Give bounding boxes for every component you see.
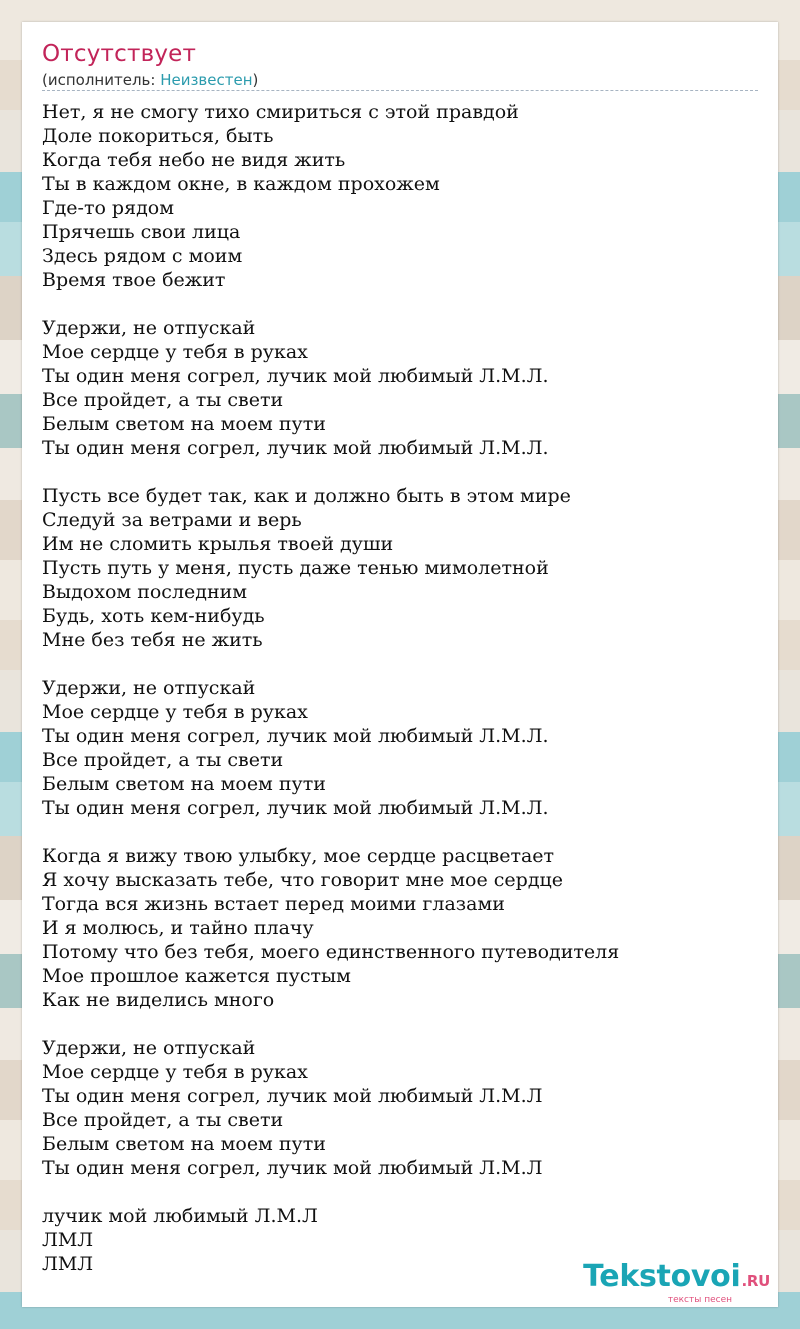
lyrics-line: Будь, хоть кем-нибудь: [42, 605, 265, 627]
lyrics-line: Белым светом на моем пути: [42, 413, 326, 435]
lyrics-text: [42, 100, 762, 1300]
lyrics-line: Мое сердце у тебя в руках: [42, 1061, 308, 1083]
lyrics-line: Пусть все будет так, как и должно быть в этом мире: [42, 485, 571, 507]
lyrics-line: Как не виделись много: [42, 989, 275, 1011]
lyrics-line: Ты один меня согрел, лучик мой любимый Л.М.Л.: [42, 365, 549, 387]
lyrics-stanza: [42, 676, 762, 820]
lyrics-line: Потому что без тебя, моего единственного путеводителя: [42, 941, 620, 963]
lyrics-line: Белым светом на моем пути: [42, 773, 326, 795]
logo-tld: .RU: [741, 1272, 770, 1290]
lyrics-line: Нет, я не смогу тихо смириться с этой правдой: [42, 101, 519, 123]
lyrics-line: Я хочу высказать тебе, что говорит мне мое сердце: [42, 869, 563, 891]
lyrics-line: Мое прошлое кажется пустым: [42, 965, 351, 987]
logo-wordmark: Tekstovoi: [583, 1259, 741, 1294]
lyrics-line: Ты в каждом окне, в каждом прохожем: [42, 173, 440, 195]
lyrics-line: Все пройдет, а ты свети: [42, 1109, 284, 1131]
artist-prefix: (исполнитель:: [42, 71, 161, 89]
logo-tagline: тексты песен: [667, 1295, 732, 1305]
song-title: Отсутствует: [42, 41, 197, 67]
site-logo[interactable]: [583, 1259, 770, 1305]
lyrics-line: Тогда вся жизнь встает перед моими глазами: [42, 893, 505, 915]
artist-link[interactable]: Неизвестен: [160, 71, 253, 89]
lyrics-line: Доле покориться, быть: [42, 125, 274, 147]
lyrics-stanza: [42, 316, 762, 460]
lyrics-line: Удержи, не отпускай: [42, 677, 256, 699]
lyrics-line: Следуй за ветрами и верь: [42, 509, 302, 531]
lyrics-line: Им не сломить крылья твоей души: [42, 533, 394, 555]
lyrics-line: Мое сердце у тебя в руках: [42, 701, 308, 723]
lyrics-line: Удержи, не отпускай: [42, 317, 256, 339]
title-divider: [42, 90, 758, 91]
lyrics-line: Выдохом последним: [42, 581, 248, 603]
lyrics-line: Мне без тебя не жить: [42, 629, 263, 651]
lyrics-stanza: [42, 100, 762, 292]
lyrics-line: Ты один меня согрел, лучик мой любимый Л.М.Л.: [42, 437, 549, 459]
lyrics-line: Прячешь свои лица: [42, 221, 241, 243]
lyrics-line: Ты один меня согрел, лучик мой любимый Л.М.Л.: [42, 797, 549, 819]
artist-suffix: ): [252, 71, 259, 89]
lyrics-line: Удержи, не отпускай: [42, 1037, 256, 1059]
lyrics-line: Ты один меня согрел, лучик мой любимый Л.М.Л.: [42, 725, 549, 747]
artist-line: [42, 71, 258, 89]
lyrics-line: Когда я вижу твою улыбку, мое сердце расцветает: [42, 845, 555, 867]
lyrics-line: Время твое бежит: [42, 269, 226, 291]
lyrics-line: Где-то рядом: [42, 197, 174, 219]
lyrics-line: лучик мой любимый Л.М.Л: [42, 1205, 318, 1227]
lyrics-line: Все пройдет, а ты свети: [42, 749, 284, 771]
lyrics-stanza: [42, 1036, 762, 1180]
lyrics-line: Мое сердце у тебя в руках: [42, 341, 308, 363]
lyrics-card: [22, 22, 778, 1307]
lyrics-line: Все пройдет, а ты свети: [42, 389, 284, 411]
lyrics-line: И я молюсь, и тайно плачу: [42, 917, 314, 939]
lyrics-stanza: [42, 484, 762, 652]
lyrics-line: Ты один меня согрел, лучик мой любимый Л.М.Л: [42, 1085, 543, 1107]
lyrics-line: ЛМЛ: [42, 1229, 94, 1251]
lyrics-line: Когда тебя небо не видя жить: [42, 149, 346, 171]
lyrics-line: Белым светом на моем пути: [42, 1133, 326, 1155]
lyrics-line: Ты один меня согрел, лучик мой любимый Л.М.Л: [42, 1157, 543, 1179]
lyrics-line: ЛМЛ: [42, 1253, 94, 1275]
lyrics-line: Пусть путь у меня, пусть даже тенью мимолетной: [42, 557, 549, 579]
lyrics-stanza: [42, 844, 762, 1012]
lyrics-line: Здесь рядом с моим: [42, 245, 243, 267]
